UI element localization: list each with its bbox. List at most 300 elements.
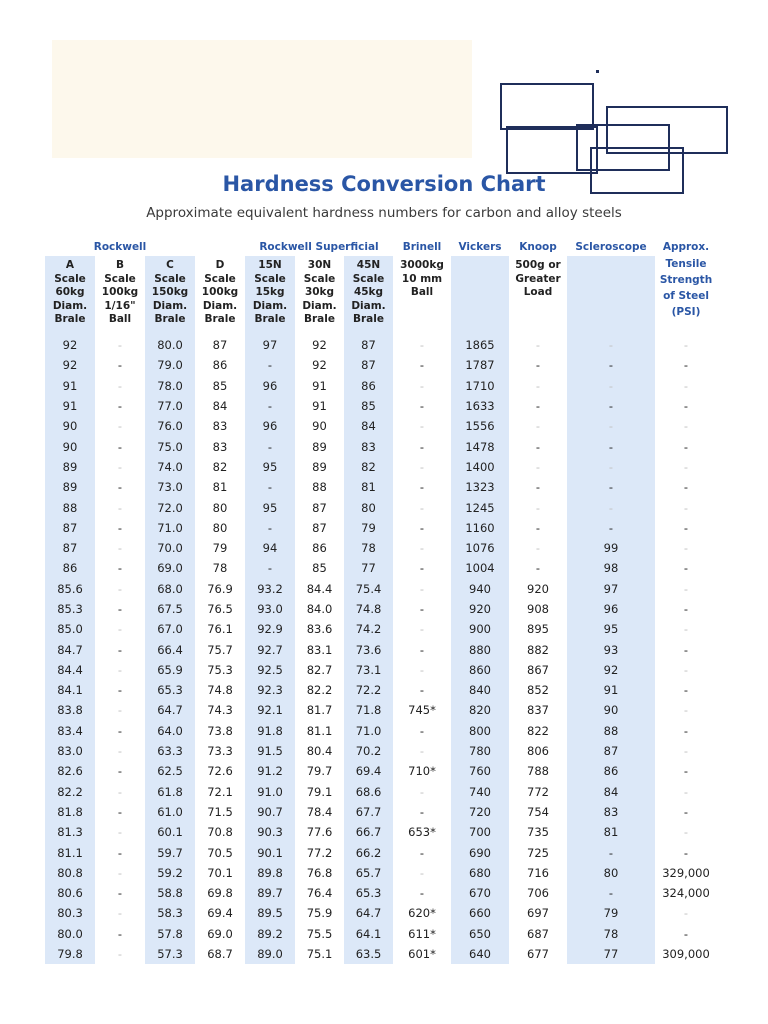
table-cell: -	[535, 459, 541, 474]
table-cell: 96	[245, 376, 295, 396]
table-cell: 90	[312, 419, 327, 434]
table-row	[45, 355, 717, 375]
table-cell: 88	[567, 721, 655, 741]
table-cell: -	[117, 764, 123, 779]
table-cell: 79.7	[306, 764, 333, 779]
column-header-line: Brale	[304, 313, 335, 325]
table-cell: -	[535, 338, 541, 353]
table-row	[45, 924, 717, 944]
column-header-line: Scale	[104, 272, 136, 285]
table-cell: 90.1	[245, 842, 295, 862]
table-cell: 735	[527, 825, 549, 840]
table-cell: 75.1	[306, 947, 333, 962]
column-header-line: Load	[523, 286, 553, 298]
table-row	[45, 579, 717, 599]
column-header-line: Diam.	[202, 299, 238, 312]
table-cell: -	[419, 723, 425, 738]
table-cell: -	[683, 784, 689, 799]
table-cell: 83	[212, 439, 228, 454]
table-cell: 83	[567, 802, 655, 822]
table-cell: 80.3	[45, 903, 95, 923]
column-header-5	[295, 256, 344, 335]
table-cell: -	[117, 622, 123, 637]
table-cell: -	[683, 926, 689, 941]
table-cell: 78	[212, 561, 228, 576]
table-cell: 1478	[451, 436, 509, 456]
table-cell: -	[419, 459, 425, 474]
table-cell: 867	[527, 662, 549, 677]
table-cell: 70.8	[207, 825, 233, 840]
column-header-line: 10 mm	[401, 272, 443, 285]
table-cell: 84.1	[45, 680, 95, 700]
column-header-line: Strength	[659, 274, 713, 286]
group-knoop: Knoop	[519, 241, 557, 253]
table-cell: 716	[527, 865, 549, 880]
table-cell: 89	[45, 477, 95, 497]
table-cell: 92.5	[245, 660, 295, 680]
column-header-4	[245, 256, 295, 335]
table-cell: 81	[212, 480, 228, 495]
table-row	[45, 518, 717, 538]
table-cell: 95	[245, 497, 295, 517]
table-cell: 900	[451, 619, 509, 639]
table-cell: 67.0	[145, 619, 195, 639]
table-cell: 1323	[451, 477, 509, 497]
table-cell: -	[419, 804, 425, 819]
table-cell: 75.4	[344, 579, 393, 599]
table-cell: 76.8	[306, 865, 333, 880]
table-row	[45, 376, 717, 396]
table-cell: 82.7	[306, 662, 333, 677]
table-cell: 79.8	[45, 944, 95, 964]
table-cell: 77.2	[306, 845, 333, 860]
table-cell: 79	[344, 518, 393, 538]
column-header-row	[45, 256, 717, 335]
table-cell: 93.2	[245, 579, 295, 599]
table-cell: -	[683, 399, 689, 414]
table-cell: 82	[344, 457, 393, 477]
table-cell: 75.5	[306, 926, 333, 941]
table-cell: 76.1	[207, 622, 233, 637]
group-rockwell-superficial: Rockwell Superficial	[259, 241, 379, 253]
table-cell: -	[419, 399, 425, 414]
column-header-line: (PSI)	[671, 306, 701, 318]
table-cell: 93	[567, 639, 655, 659]
table-cell: 72.0	[145, 497, 195, 517]
table-cell: 87	[45, 518, 95, 538]
group-vickers: Vickers	[458, 241, 502, 253]
group-rockwell: Rockwell	[93, 241, 147, 253]
table-row	[45, 436, 717, 456]
table-cell: 83.8	[45, 700, 95, 720]
table-cell: 75.9	[306, 906, 333, 921]
table-cell: 87	[312, 500, 327, 515]
table-cell: 96	[567, 599, 655, 619]
table-cell: -	[535, 520, 541, 535]
table-cell: 57.8	[145, 924, 195, 944]
table-cell: 89	[45, 457, 95, 477]
table-cell: -	[245, 518, 295, 538]
table-cell: 76.4	[306, 886, 333, 901]
table-cell: 97	[567, 579, 655, 599]
table-cell: 81.1	[45, 842, 95, 862]
column-header-line: A	[65, 259, 75, 271]
table-cell: -	[117, 825, 123, 840]
table-cell: 59.7	[145, 842, 195, 862]
table-cell: 720	[451, 802, 509, 822]
column-header-line: B	[115, 259, 124, 271]
table-cell: 76.5	[207, 602, 233, 616]
column-header-line: Brale	[54, 313, 86, 325]
table-cell: -	[419, 784, 425, 799]
table-cell: -	[419, 642, 425, 657]
table-cell: 65.3	[344, 883, 393, 903]
table-cell: 1865	[451, 335, 509, 355]
table-cell: 91	[312, 399, 327, 414]
table-cell: -	[419, 622, 425, 637]
column-header-7	[393, 256, 451, 335]
table-row	[45, 396, 717, 416]
table-cell: 77	[344, 558, 393, 578]
table-cell: -	[567, 396, 655, 416]
table-cell: -	[567, 416, 655, 436]
table-cell: 940	[451, 579, 509, 599]
table-cell: 84.4	[45, 660, 95, 680]
table-cell: -	[683, 541, 689, 556]
column-header-line: Scale	[54, 272, 86, 285]
table-cell: 84.7	[45, 639, 95, 659]
table-cell: -	[117, 906, 123, 921]
column-header-line: Greater	[515, 272, 561, 285]
table-cell: -	[245, 396, 295, 416]
table-cell: 78	[567, 924, 655, 944]
table-cell: 800	[451, 721, 509, 741]
table-cell: 73.3	[207, 744, 233, 759]
table-cell: 1004	[451, 558, 509, 578]
table-cell: -	[567, 436, 655, 456]
group-scleroscope: Scleroscope	[575, 241, 647, 253]
table-cell: 687	[527, 926, 549, 941]
table-cell: -	[683, 845, 689, 860]
column-header-line: C	[166, 259, 174, 271]
table-cell: 93.0	[245, 599, 295, 619]
header-banner	[52, 40, 472, 158]
column-header-line: 45N	[356, 259, 381, 271]
table-cell: -	[419, 358, 425, 373]
table-cell: 82	[212, 459, 228, 474]
table-cell: 81.3	[45, 822, 95, 842]
table-cell: 90	[567, 700, 655, 720]
column-header-line: D	[215, 259, 225, 271]
table-cell: -	[419, 541, 425, 556]
table-cell: 91.8	[245, 721, 295, 741]
decor-rect-1	[500, 83, 594, 130]
table-cell: -	[117, 500, 123, 515]
column-header-11	[655, 256, 717, 335]
table-cell: -	[567, 477, 655, 497]
table-cell: 58.8	[145, 883, 195, 903]
table-row	[45, 883, 717, 903]
column-header-line: 15kg	[255, 286, 285, 298]
table-cell: 66.2	[344, 842, 393, 862]
table-row	[45, 842, 717, 862]
table-cell: -	[419, 581, 425, 596]
column-header-line: 45kg	[353, 286, 384, 298]
table-cell: 74.8	[207, 683, 233, 698]
table-cell: 92.9	[245, 619, 295, 639]
hardness-table	[45, 238, 717, 964]
table-cell: 882	[527, 642, 549, 657]
table-cell: -	[117, 723, 123, 738]
table-cell: -	[567, 497, 655, 517]
table-cell: -	[117, 520, 123, 535]
table-cell: 61.8	[145, 782, 195, 802]
table-cell: 706	[527, 886, 549, 901]
table-cell: 85.0	[45, 619, 95, 639]
table-cell: 81	[344, 477, 393, 497]
table-cell: 82.2	[306, 683, 333, 698]
table-cell: 725	[527, 845, 549, 860]
table-cell: -	[567, 376, 655, 396]
table-cell: -	[683, 804, 689, 819]
table-cell: 92.7	[245, 639, 295, 659]
table-row	[45, 700, 717, 720]
table-cell: 620*	[408, 906, 436, 921]
table-cell: 77.6	[306, 825, 333, 840]
table-cell: -	[245, 558, 295, 578]
decor-dot	[596, 70, 599, 73]
table-cell: -	[419, 338, 425, 353]
table-cell: 82.6	[45, 761, 95, 781]
column-header-8	[451, 256, 509, 335]
column-header-line: 1/16"	[104, 299, 136, 312]
table-cell: 71.0	[145, 518, 195, 538]
table-cell: 860	[451, 660, 509, 680]
table-cell: 63.3	[145, 741, 195, 761]
table-cell: 86	[212, 358, 228, 373]
table-cell: 822	[527, 723, 549, 738]
table-cell: 81.1	[306, 723, 333, 738]
table-cell: 88	[45, 497, 95, 517]
column-header-9	[509, 256, 567, 335]
table-cell: 68.7	[207, 947, 233, 962]
table-cell: 92	[45, 355, 95, 375]
table-cell: 73.6	[344, 639, 393, 659]
table-cell: -	[567, 518, 655, 538]
table-cell: 67.5	[145, 599, 195, 619]
table-cell: -	[117, 642, 123, 657]
table-cell: 79	[212, 541, 228, 556]
group-approx: Approx.	[662, 241, 710, 253]
table-cell: 650	[451, 924, 509, 944]
table-cell: 81.8	[45, 802, 95, 822]
table-cell: 69.4	[207, 906, 233, 921]
table-cell: 57.3	[145, 944, 195, 964]
column-header-1	[95, 256, 145, 335]
table-cell: 69.4	[344, 761, 393, 781]
table-cell: 806	[527, 744, 549, 759]
table-cell: 64.7	[344, 903, 393, 923]
table-cell: -	[117, 439, 123, 454]
table-cell: 83.1	[306, 642, 333, 657]
table-cell: -	[419, 500, 425, 515]
table-cell: -	[567, 457, 655, 477]
table-cell: 83.6	[306, 622, 333, 637]
table-cell: 90.7	[245, 802, 295, 822]
table-cell: 75.3	[207, 662, 233, 677]
table-cell: 83	[344, 436, 393, 456]
table-cell: 92.3	[245, 680, 295, 700]
table-cell: 79.1	[306, 784, 333, 799]
table-cell: 96	[245, 416, 295, 436]
table-cell: -	[419, 744, 425, 759]
table-cell: 1633	[451, 396, 509, 416]
table-cell: -	[535, 439, 541, 454]
table-cell: 68.6	[344, 782, 393, 802]
table-cell: 91	[45, 376, 95, 396]
column-header-line: Diam.	[52, 299, 88, 312]
table-cell: 99	[567, 538, 655, 558]
table-cell: 745*	[408, 703, 436, 718]
table-cell: -	[117, 459, 123, 474]
table-cell: 84	[344, 416, 393, 436]
table-cell: -	[419, 419, 425, 434]
table-cell: 61.0	[145, 802, 195, 822]
table-cell: 79.0	[145, 355, 195, 375]
table-cell: 852	[527, 683, 549, 698]
table-cell: 84	[567, 782, 655, 802]
table-cell: 87	[344, 335, 393, 355]
table-cell: 90.3	[245, 822, 295, 842]
table-cell: -	[535, 419, 541, 434]
table-cell: 81	[567, 822, 655, 842]
table-cell: 697	[527, 906, 549, 921]
table-cell: 74.0	[145, 457, 195, 477]
table-cell: 1787	[451, 355, 509, 375]
table-row	[45, 802, 717, 822]
table-cell: 91.0	[245, 782, 295, 802]
table-cell: 70.2	[344, 741, 393, 761]
column-header-line: Ball	[108, 313, 132, 325]
table-cell: 908	[527, 602, 549, 616]
table-cell: -	[683, 500, 689, 515]
table-cell: 92.1	[245, 700, 295, 720]
table-row	[45, 721, 717, 741]
table-row	[45, 863, 717, 883]
table-cell: 73.1	[344, 660, 393, 680]
table-cell: 70.0	[145, 538, 195, 558]
table-cell: 324,000	[662, 886, 710, 901]
table-cell: -	[245, 436, 295, 456]
column-header-line: Brale	[204, 313, 236, 325]
table-cell: -	[117, 886, 123, 901]
table-cell: 65.3	[145, 680, 195, 700]
table-cell: 77.0	[145, 396, 195, 416]
table-cell: -	[683, 744, 689, 759]
table-cell: -	[117, 338, 123, 353]
table-cell: 78	[344, 538, 393, 558]
table-cell: 920	[527, 581, 549, 596]
column-header-line: Diam.	[152, 299, 188, 312]
table-cell: -	[117, 845, 123, 860]
table-cell: 85.3	[45, 599, 95, 619]
table-cell: 80.0	[145, 335, 195, 355]
table-cell: 84.4	[306, 581, 333, 596]
table-cell: -	[683, 358, 689, 373]
table-cell: 700	[451, 822, 509, 842]
table-cell: 89.8	[245, 863, 295, 883]
table-cell: 837	[527, 703, 549, 718]
table-cell: 98	[567, 558, 655, 578]
column-header-line: Scale	[154, 272, 186, 285]
table-cell: 73.0	[145, 477, 195, 497]
table-cell: -	[567, 883, 655, 903]
table-cell: 69.0	[145, 558, 195, 578]
table-cell: 85	[344, 396, 393, 416]
table-cell: 91	[312, 378, 327, 393]
table-cell: 76.0	[145, 416, 195, 436]
table-row	[45, 538, 717, 558]
table-cell: 820	[451, 700, 509, 720]
table-cell: 72.1	[207, 784, 233, 799]
column-header-line: 100kg	[101, 286, 139, 298]
table-cell: 64.7	[145, 700, 195, 720]
table-cell: -	[117, 804, 123, 819]
table-cell: 83.0	[45, 741, 95, 761]
table-row	[45, 497, 717, 517]
table-cell: -	[683, 378, 689, 393]
table-cell: 97	[245, 335, 295, 355]
table-cell: 740	[451, 782, 509, 802]
table-cell: 601*	[408, 947, 436, 962]
table-cell: 71.8	[344, 700, 393, 720]
table-cell: 66.4	[145, 639, 195, 659]
table-cell: -	[683, 723, 689, 738]
table-cell: 95	[245, 457, 295, 477]
table-cell: -	[117, 662, 123, 677]
column-header-line: Brale	[353, 313, 384, 325]
table-cell: 58.3	[145, 903, 195, 923]
table-cell: 89	[312, 459, 327, 474]
table-row	[45, 639, 717, 659]
table-cell: 59.2	[145, 863, 195, 883]
table-cell: -	[683, 703, 689, 718]
table-cell: 1556	[451, 416, 509, 436]
table-cell: -	[117, 744, 123, 759]
table-cell: 92	[567, 660, 655, 680]
table-cell: 780	[451, 741, 509, 761]
table-cell: -	[419, 480, 425, 495]
table-row	[45, 477, 717, 497]
table-cell: 89	[312, 439, 327, 454]
column-header-line: Scale	[204, 272, 236, 285]
table-cell: 80	[212, 500, 228, 515]
table-row	[45, 680, 717, 700]
table-cell: 90	[45, 436, 95, 456]
table-cell: 85.6	[45, 579, 95, 599]
table-cell: -	[117, 419, 123, 434]
table-cell: 85	[312, 561, 327, 576]
table-cell: 67.7	[344, 802, 393, 822]
table-cell: 72.2	[344, 680, 393, 700]
table-cell: -	[683, 419, 689, 434]
table-cell: 309,000	[662, 947, 710, 962]
table-cell: -	[535, 399, 541, 414]
table-cell: -	[117, 602, 123, 616]
table-cell: -	[683, 683, 689, 698]
table-row	[45, 619, 717, 639]
column-header-2	[145, 256, 195, 335]
